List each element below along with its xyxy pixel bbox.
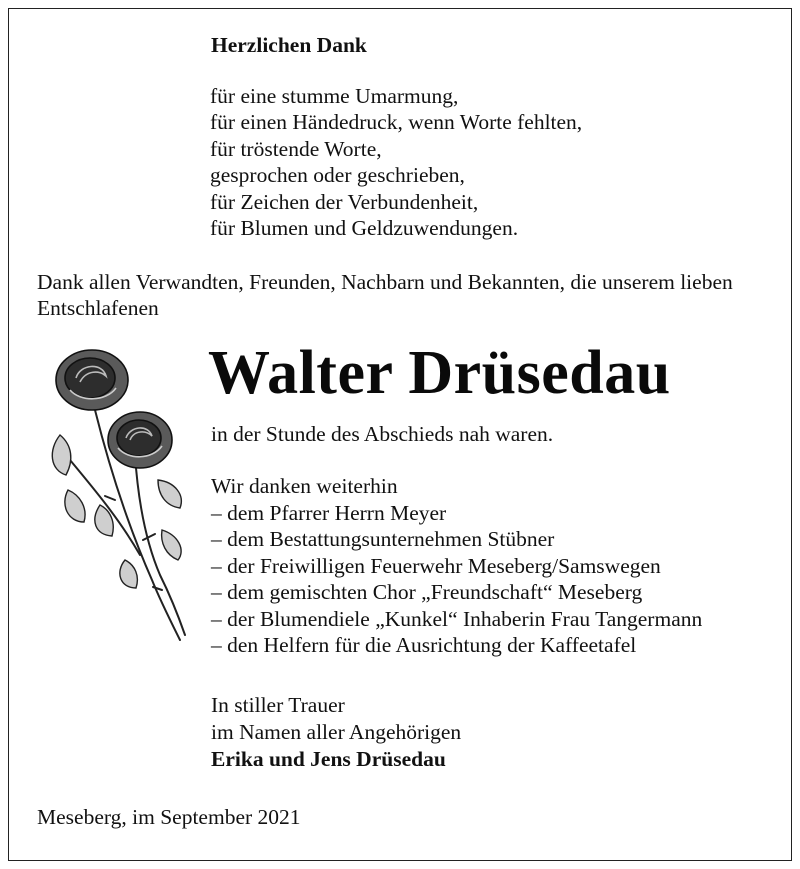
list-item: – dem gemischten Chor „Freundschaft“ Meseberg <box>211 580 643 605</box>
poem-block <box>210 83 582 241</box>
poem-line: für Zeichen der Verbundenheit, <box>210 189 479 214</box>
signature-names: Erika und Jens Drüsedau <box>211 747 446 771</box>
deceased-name: Walter Drüsedau <box>208 339 671 407</box>
signature-line-2: im Namen aller Angehörigen <box>211 720 462 744</box>
thanks-paragraph: Dank allen Verwandten, Freunden, Nachbarn und Bekannten, die unserem lieben Entschlafenen <box>37 270 733 321</box>
list-item: – der Blumendiele „Kunkel“ Inhaberin Frau Tangermann <box>211 606 703 631</box>
poem-line: für Blumen und Geldzuwendungen. <box>210 216 519 241</box>
notice-heading: Herzlichen Dank <box>211 33 367 57</box>
poem-line: für tröstende Worte, <box>210 136 382 161</box>
roses-icon <box>40 340 210 650</box>
list-item: – den Helfern für die Ausrichtung der Kaffeetafel <box>211 633 637 658</box>
place-date: Meseberg, im September 2021 <box>37 805 301 829</box>
poem-line: für einen Händedruck, wenn Worte fehlten, <box>210 110 583 135</box>
poem-line: gesprochen oder geschrieben, <box>210 163 465 188</box>
list-item: – dem Bestattungsunternehmen Stübner <box>211 527 555 552</box>
poem-line: für eine stumme Umarmung, <box>210 84 459 108</box>
list-item: – der Freiwilligen Feuerwehr Meseberg/Samswegen <box>211 553 661 578</box>
further-thanks-list <box>211 500 702 658</box>
signature-line-1: In stiller Trauer <box>211 693 345 717</box>
further-thanks-intro: Wir danken weiterhin <box>211 474 398 498</box>
subline-text: in der Stunde des Abschieds nah waren. <box>211 422 554 446</box>
list-item: – dem Pfarrer Herrn Meyer <box>211 501 447 525</box>
